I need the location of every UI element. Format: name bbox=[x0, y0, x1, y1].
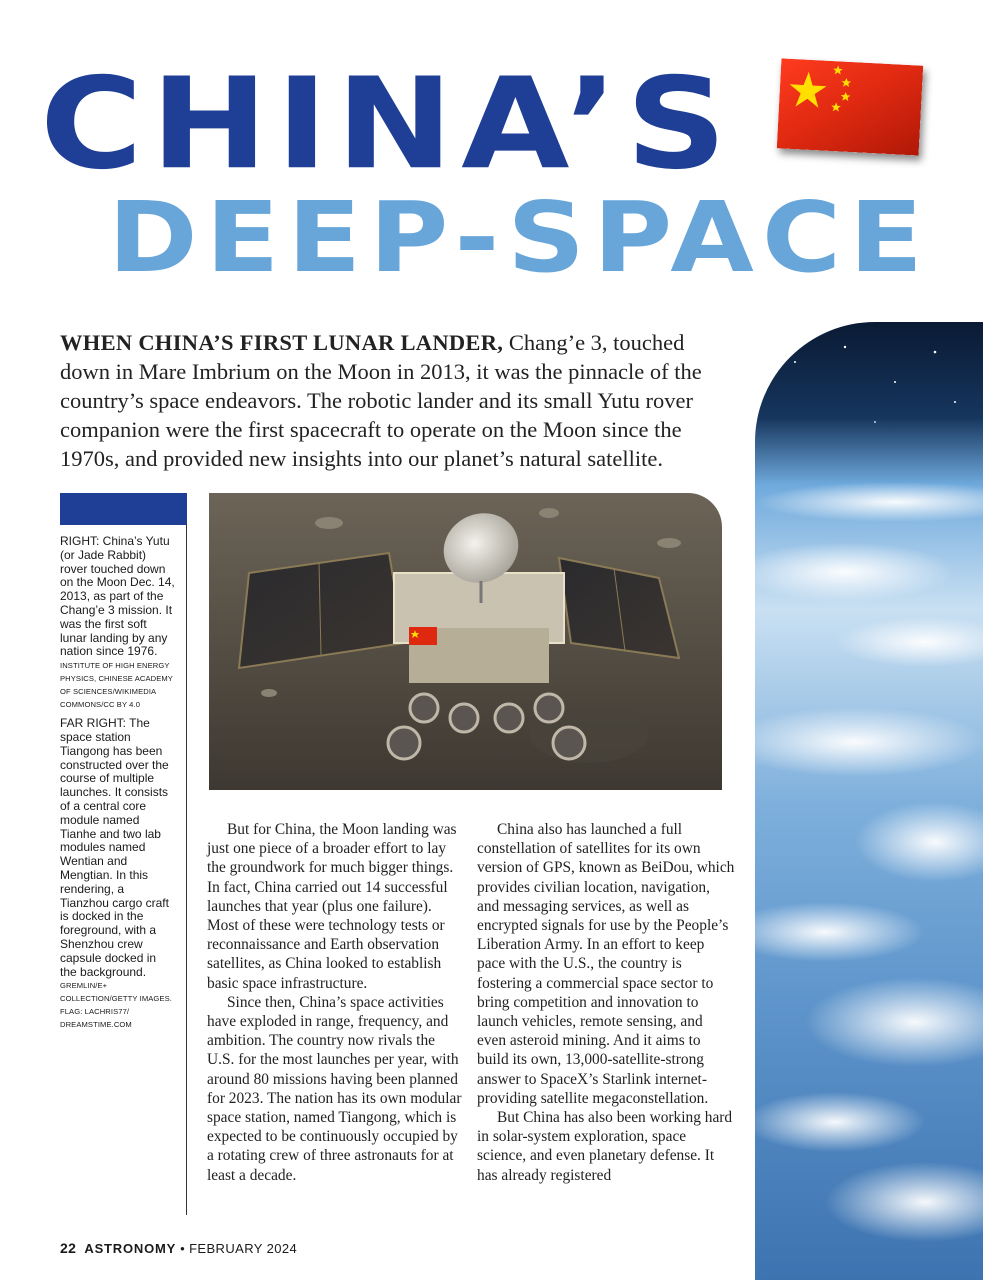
caption-far-right-text: FAR RIGHT: The space station Tiangong has been constructed over the course of multiple launches. It consists of a central core module named Tianhe and two lab modules named Wentian and Mengtian. In this rendering, a Tianzhou cargo craft is docked in the foreground, with a Shenzhou crew capsule docked in the background. bbox=[60, 716, 169, 979]
column-divider bbox=[186, 525, 187, 1215]
caption-right bbox=[60, 535, 175, 711]
body-column-2 bbox=[477, 820, 735, 1185]
caption-column bbox=[60, 535, 175, 1037]
page-footer bbox=[60, 1240, 297, 1256]
intro-text: Chang’e 3, touched down in Mare Imbrium on the Moon in 2013, it was the pinnacle of the country’s space endeavors. The robotic lander and its small Yutu rover companion were the first spacecraft to operate on the Moon since the 1970s, and provided new insights into our planet’s natural satellite. bbox=[60, 330, 702, 471]
title-line-1: CHINA’S bbox=[40, 51, 735, 198]
body-paragraph: But for China, the Moon landing was just one piece of a broader effort to lay the groundwork for much bigger things. In fact, China carried out 14 successful launches that year (plus one failure). Most of these were technology tests or reconnaissance and Earth observation satellites, as China looked to establish basic space infrastructure. bbox=[207, 821, 457, 992]
caption-right-credit: INSTITUTE OF HIGH ENERGY PHYSICS, CHINESE ACADEMY OF SCIENCES/WIKIMEDIA COMMONS/CC BY 4.0 bbox=[60, 661, 173, 710]
caption-header-bar bbox=[60, 493, 187, 525]
title-line-2: DEEP-SPACE bbox=[108, 181, 931, 295]
issue-date: FEBRUARY 2024 bbox=[189, 1241, 298, 1256]
body-column-1 bbox=[207, 820, 465, 1185]
china-flag-icon bbox=[777, 58, 924, 155]
earth-from-orbit-photo bbox=[755, 322, 983, 1280]
body-paragraph: But China has also been working hard in solar-system exploration, space science, and even planetary defense. It has already registered bbox=[477, 1109, 733, 1184]
magazine-name: ASTRONOMY bbox=[84, 1241, 177, 1256]
footer-separator: • bbox=[180, 1241, 186, 1256]
body-paragraph: Since then, China’s space activities have exploded in range, frequency, and ambition. The country now rivals the U.S. for the most launches per year, with around 80 missions having been planned for 2023. The nation has its own modular space station, named Tiangong, which is expected to be continuously occupied by a rotating crew of three astronauts for at least a decade. bbox=[207, 993, 462, 1184]
caption-far-right-credit: GREMLIN/E+ COLLECTION/GETTY IMAGES. FLAG: LACHRIS77/ DREAMSTIME.COM bbox=[60, 981, 172, 1030]
yutu-rover-photo bbox=[209, 493, 722, 790]
intro-lead: WHEN CHINA’S FIRST LUNAR LANDER, bbox=[60, 330, 504, 355]
page-number: 22 bbox=[60, 1240, 77, 1256]
caption-right-text: RIGHT: China’s Yutu (or Jade Rabbit) rover touched down on the Moon Dec. 14, 2013, as part of the Chang’e 3 mission. It was the first soft lunar landing by any nation since 1976. bbox=[60, 534, 175, 659]
caption-far-right bbox=[60, 717, 175, 1031]
body-paragraph: China also has launched a full constellation of satellites for its own version of GPS, known as BeiDou, which provides civilian location, navigation, and messaging services, as well as encrypted signals for use by the People’s Liberation Army. In an effort to keep pace with the U.S., the country is fostering a commercial space sector to bring competition and innovation to launch vehicles, remote sensing, and even asteroid mining. And it aims to build its own, 13,000-satellite-strong answer to SpaceX’s Starlink internet-providing satellite megaconstellation. bbox=[477, 821, 735, 1107]
intro-paragraph bbox=[60, 328, 740, 473]
